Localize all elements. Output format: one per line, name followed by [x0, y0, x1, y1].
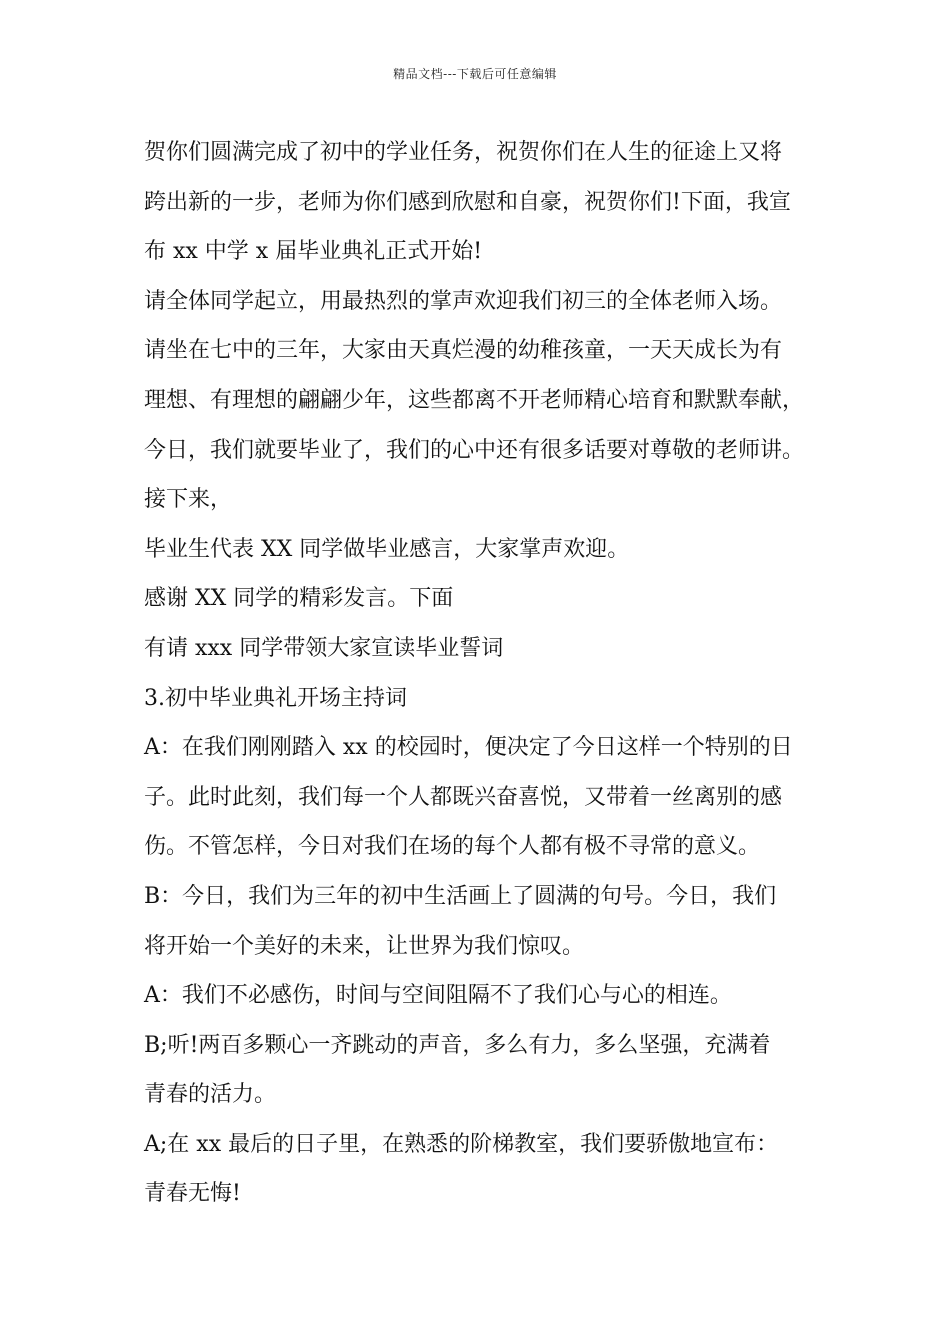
- text-line: 子。此时此刻，我们每一个人都既兴奋喜悦，又带着一丝离别的感: [144, 784, 783, 810]
- text-line: A：我们不必感伤，时间与空间阻隔不了我们心与心的相连。: [144, 983, 732, 1009]
- text-line: 毕业生代表 XX 同学做毕业感言，大家掌声欢迎。: [144, 536, 630, 562]
- text-line: 请全体同学起立，用最热烈的掌声欢迎我们初三的全体老师入场。: [144, 288, 783, 314]
- text-line: 理想、有理想的翩翩少年，这些都离不开老师精心培育和默默奉献，: [144, 387, 805, 413]
- text-line: 青春的活力。: [144, 1082, 277, 1108]
- text-line: 有请 xxx 同学带领大家宣读毕业誓词: [144, 635, 504, 661]
- section-heading: 3.初中毕业典礼开场主持词: [144, 685, 407, 711]
- text-line: A：在我们刚刚踏入 xx 的校园时，便决定了今日这样一个特别的日: [144, 735, 793, 761]
- text-line: 布 xx 中学 x 届毕业典礼正式开始!: [144, 239, 483, 265]
- text-line: 感谢 XX 同学的精彩发言。下面: [144, 586, 454, 612]
- text-line: 接下来，: [144, 487, 233, 513]
- text-line: 贺你们圆满完成了初中的学业任务，祝贺你们在人生的征途上又将: [144, 140, 783, 165]
- text-line: 今日，我们就要毕业了，我们的心中还有很多话要对尊敬的老师讲。: [144, 437, 805, 463]
- text-line: 青春无悔!: [144, 1181, 241, 1207]
- text-line: 将开始一个美好的未来，让世界为我们惊叹。: [144, 933, 585, 959]
- text-line: 跨出新的一步，老师为你们感到欣慰和自豪，祝贺你们!下面，我宣: [144, 189, 791, 215]
- text-line: 请坐在七中的三年，大家由天真烂漫的幼稚孩童，一天天成长为有: [144, 338, 783, 364]
- page-header: 精品文档---下载后可任意编辑: [393, 67, 557, 81]
- text-line: B：今日，我们为三年的初中生活画上了圆满的句号。今日，我们: [144, 883, 777, 909]
- text-line: B;听!两百多颗心一齐跳动的声音，多么有力，多么坚强，充满着: [144, 1032, 771, 1058]
- text-line: 伤。不管怎样，今日对我们在场的每个人都有极不寻常的意义。: [144, 834, 761, 860]
- document-body: [144, 128, 824, 1219]
- text-line: A;在 xx 最后的日子里，在熟悉的阶梯教室，我们要骄傲地宣布：: [144, 1131, 779, 1157]
